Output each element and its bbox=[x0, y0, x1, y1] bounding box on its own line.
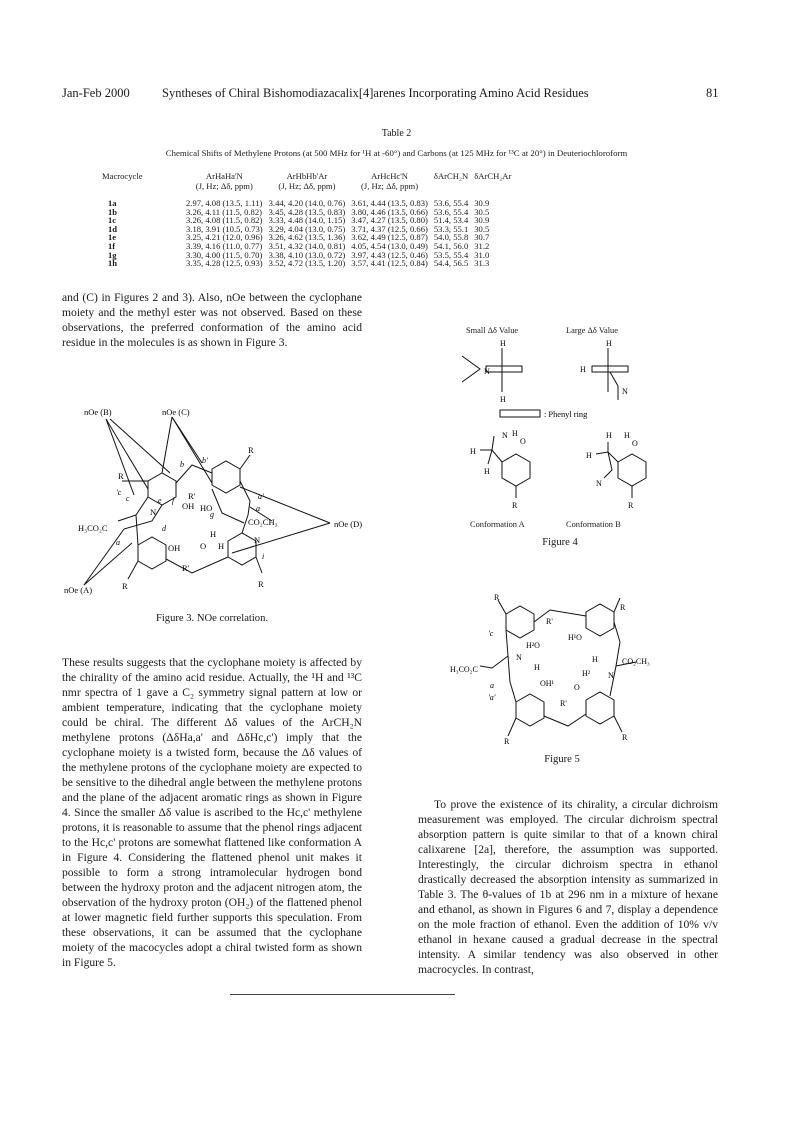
figure3-label: i bbox=[262, 552, 265, 561]
figure5-label: H² bbox=[582, 669, 591, 678]
figure5-label: R bbox=[504, 737, 510, 746]
figure5-label: O bbox=[574, 683, 580, 692]
aromatic-ring bbox=[506, 606, 534, 638]
figure3-label: a bbox=[116, 538, 120, 547]
table-cell: 3.44, 4.20 (14.0, 0.76) bbox=[268, 198, 346, 208]
figure4-label: H bbox=[606, 339, 612, 348]
figure5-label: OH¹ bbox=[540, 679, 554, 688]
figure3-label: CO₂CH₃ bbox=[248, 517, 278, 527]
figure3-label: e bbox=[158, 496, 162, 505]
table-header-subrow bbox=[102, 181, 517, 191]
figure4-label: N bbox=[622, 387, 628, 396]
figure5-label: R' bbox=[546, 617, 553, 626]
figure5-label: a bbox=[490, 681, 494, 690]
figure3-label: N bbox=[254, 535, 261, 545]
figure4-label: R bbox=[512, 501, 518, 510]
table-cell: 3.26, 4.62 (13.5, 1.36) bbox=[268, 232, 346, 243]
table-cell: 30.9 bbox=[474, 215, 490, 226]
small-delta-label: Small Δδ Value bbox=[466, 326, 519, 335]
figure3-label: R' bbox=[182, 563, 190, 573]
table-cell: 3.62, 4.49 (12.5, 0.87) bbox=[351, 232, 428, 243]
table-cell: 30.7 bbox=[474, 232, 490, 243]
table-caption: Chemical Shifts of Methylene Protons (at 500 MHz for ¹H at -60°) and Carbons (at 125 MHz for ¹³C at 20°) in Deuteriochloroform bbox=[165, 148, 628, 158]
figure3-label: c bbox=[126, 494, 130, 503]
table-cell: 31.2 bbox=[474, 240, 490, 251]
figure3-label: d bbox=[162, 524, 166, 533]
figure5-label: 'a' bbox=[488, 693, 496, 702]
right-paragraph-1 bbox=[418, 797, 718, 977]
table-cell: 3.57, 4.41 (12.5, 0.84) bbox=[351, 258, 428, 269]
table-column-subheader bbox=[434, 181, 474, 191]
table-cell: 31.3 bbox=[474, 258, 490, 269]
figure4-label: H bbox=[500, 395, 506, 404]
table-cell: 3.30, 4.00 (11.5, 0.70) bbox=[186, 249, 263, 260]
figure3-label: N bbox=[150, 507, 157, 517]
figure4-label: H bbox=[512, 429, 518, 438]
table-column-subheader: (J, Hz; Δδ, ppm) bbox=[278, 181, 336, 191]
figure5-label: R' bbox=[560, 699, 567, 708]
paragraph-text: These results suggests that the cyclophane moiety is affected by the chirality of the amino acid residue. Actually, the ¹H and ¹³C nmr spectra of 1 gave a C₂ symmetry signal pattern at low or ambient temperature, indicating that the cyclophane moiety could be chiral. The different Δδ values of the ArCH₂N methylene protons (ΔδHa,a' and ΔδHc,c') imply that the cyclophane moiety is a twisted form, because the Δδ values of the methylene protons of the cyclophane moiety are expected to be sensitive to the dihedral angle between the methylene protons and the plane of the adjacent aromatic rings as shown in Figure 4. Since the smaller Δδ value is ascribed to the Hc,c' methylene protons, it is reasonable to assume that the phenol rings adjacent to the Hc,c' protons are somewhat flattened like conformation A in Figure 4. Considering the flattened phenol unit makes it possible to form a strong intramolecular hydrogen bond between the hydroxy proton and the adjacent nitrogen atom, the observation of the hydroxy proton (OH₂) of the flattened phenol at lower magnetic field further supports this speculation. From these observations, it can be assumed that the cyclophane moiety of the macocycles adopt a chiral twisted form as shown in Figure 5. bbox=[62, 656, 362, 969]
table-cell: 51.4, 53.4 bbox=[433, 215, 469, 226]
table-row bbox=[102, 259, 517, 268]
figure4-legend: : Phenyl ring bbox=[544, 410, 588, 419]
figure3-label: R' bbox=[188, 491, 196, 501]
conformation-a-label: Conformation A bbox=[470, 520, 525, 529]
table-cell: 3.80, 4.46 (13.5, 0.66) bbox=[351, 206, 428, 217]
figure5-label: N bbox=[516, 653, 522, 662]
large-delta-label: Large Δδ Value bbox=[566, 326, 618, 335]
figure3-label: R bbox=[122, 581, 128, 591]
table-column-subheader bbox=[102, 181, 186, 191]
aromatic-ring bbox=[586, 692, 614, 724]
table-row-id: 1g bbox=[108, 249, 117, 260]
table-row-id: 1b bbox=[108, 206, 118, 217]
figure3-label: nOe (C) bbox=[162, 407, 190, 417]
figure3-label: nOe (B) bbox=[84, 407, 112, 417]
table-cell: 4.05, 4.54 (13.0, 0.49) bbox=[351, 240, 428, 251]
table-cell: 3.38, 4.10 (13.0, 0.72) bbox=[268, 249, 346, 260]
figure3-label: R bbox=[248, 445, 254, 455]
table-row-id: 1a bbox=[108, 198, 117, 208]
figure3-label: H bbox=[218, 541, 225, 551]
data-table bbox=[102, 171, 517, 268]
figure3-label: b' bbox=[202, 456, 208, 465]
figure5-label: R bbox=[620, 603, 626, 612]
figure4-label: H bbox=[606, 431, 612, 440]
figure5-label: H bbox=[534, 663, 540, 672]
figure3-label: H bbox=[210, 529, 217, 539]
table-row-id: 1h bbox=[108, 258, 118, 269]
figure4-label: H bbox=[580, 365, 586, 374]
table-cell: 3.71, 4.37 (12.5, 0.66) bbox=[351, 223, 428, 234]
table-cell: 30.9 bbox=[474, 198, 490, 208]
paragraph-text: and (C) in Figures 2 and 3). Also, nOe between the cyclophane moiety and the methyl ester was not observed. Based on these observations, the preferred conformation of the amino acid residue in the molecules is as shown in Figure 3. bbox=[62, 291, 362, 349]
table-cell: 53.6, 55.4 bbox=[433, 206, 469, 217]
table-cell: 2.97, 4.08 (13.5, 1.11) bbox=[186, 198, 263, 208]
table-cell: 3.52, 4.72 (13.5, 1.20) bbox=[268, 258, 346, 269]
table-column-subheader: (J, Hz; Δδ, ppm) bbox=[361, 181, 419, 191]
table-cell: 3.35, 4.28 (12.5, 0.93) bbox=[186, 258, 263, 269]
table-cell: 3.45, 4.28 (13.5, 0.83) bbox=[268, 206, 346, 217]
figure3-label: nOe (A) bbox=[64, 585, 93, 595]
table-column-header: ArHcHc'N bbox=[371, 171, 408, 181]
table-cell: 3.51, 4.32 (14.0, 0.81) bbox=[268, 240, 346, 251]
table-cell: 3.18, 3.91 (10.5, 0.73) bbox=[186, 223, 263, 234]
table-cell: 3.47, 4.27 (13.5, 0.80) bbox=[351, 215, 428, 226]
figure-3-structure bbox=[62, 403, 362, 603]
figure3-label: R bbox=[118, 471, 124, 481]
figure-4-caption: Figure 4 bbox=[542, 537, 578, 548]
table-column-header: ArHbHb'Ar bbox=[286, 171, 328, 181]
table-column-header: ArHaHa'N bbox=[205, 171, 243, 181]
figure5-label: 'c bbox=[488, 629, 494, 638]
left-paragraph-2 bbox=[62, 655, 362, 970]
paragraph-text: To prove the existence of its chirality, a circular dichroism measurement was employed. The circular dichroism spectral absorption pattern is quite similar to that of a known chiral calixarene [2a], therefore, the assumption was supported. Interestingly, the circular dichroism spectra in ethanol drastically decreased the absorption intensity as summarized in Table 3. The θ-values of 1b at 296 nm in a mixture of hexane and ethanol, as shown in Figures 6 and 7, display a dependence on the mole fraction of ethanol. Even the addition of 10% v/v ethanol in hexane caused a gradual decrease in the spectral intensity. A similar tendency was also observed in other macrocycles. In contrast, bbox=[418, 798, 718, 976]
aromatic-ring bbox=[138, 537, 166, 569]
figure-4-structures bbox=[440, 338, 680, 518]
figure4-label: N bbox=[484, 367, 490, 376]
conformation-b-label: Conformation B bbox=[566, 520, 621, 529]
figure3-label: b bbox=[180, 460, 184, 469]
figure4-label: H bbox=[484, 467, 490, 476]
figure4-label: N bbox=[502, 431, 508, 440]
figure4-label: R bbox=[628, 501, 634, 510]
page-number: 81 bbox=[706, 86, 719, 100]
table-cell: 54.4, 56.5 bbox=[433, 258, 469, 269]
figure3-label: OH bbox=[168, 543, 181, 553]
table-cell: 30.5 bbox=[474, 223, 490, 234]
footer-rule bbox=[230, 994, 455, 995]
figure4-label: N bbox=[596, 479, 602, 488]
aromatic-ring bbox=[516, 694, 544, 726]
figure3-label: a bbox=[256, 504, 260, 513]
table-row-id: 1c bbox=[108, 215, 117, 226]
aromatic-ring bbox=[586, 604, 614, 636]
figure3-label: nOe (D) bbox=[334, 519, 362, 529]
table-cell: 31.0 bbox=[474, 249, 490, 260]
figure5-label: H¹O bbox=[568, 633, 582, 642]
aromatic-ring bbox=[228, 533, 256, 565]
table-cell: 53.6, 55.4 bbox=[433, 198, 469, 208]
figure5-label: R bbox=[622, 733, 628, 742]
table-row-id: 1e bbox=[108, 232, 117, 243]
table-label: Table 2 bbox=[381, 128, 412, 139]
aromatic-ring bbox=[618, 454, 646, 486]
table-cell: 3.26, 4.11 (11.5, 0.82) bbox=[186, 206, 262, 217]
figure4-label: H bbox=[586, 451, 592, 460]
figure3-label: HO bbox=[200, 503, 213, 513]
table-column-header: δArCH₂N bbox=[433, 171, 469, 181]
table-cell: 3.33, 4.48 (14.0, 1.15) bbox=[268, 215, 346, 226]
figure5-label: H₃CO₂C bbox=[450, 665, 478, 674]
figure5-label: N bbox=[608, 671, 614, 680]
figure3-label: f bbox=[172, 496, 175, 505]
figure5-label: H bbox=[592, 655, 598, 664]
table-cell: 3.26, 4.08 (11.5, 0.82) bbox=[186, 215, 263, 226]
table-header-row bbox=[102, 171, 517, 181]
figure4-label: H bbox=[470, 447, 476, 456]
figure5-label: CO₂CH₃ bbox=[622, 657, 650, 666]
table-cell: 3.29, 4.04 (13.0, 0.75) bbox=[268, 223, 346, 234]
figure3-label: O bbox=[200, 541, 207, 551]
figure3-label: 'c bbox=[116, 488, 122, 497]
table-column-subheader: (J, Hz; Δδ, ppm) bbox=[195, 181, 253, 191]
table-cell: 30.5 bbox=[474, 206, 490, 217]
figure4-label: H bbox=[500, 339, 506, 348]
left-paragraph-1 bbox=[62, 290, 362, 350]
table-cell: 54.1, 56.0 bbox=[433, 240, 469, 251]
figure3-label: OH bbox=[182, 501, 195, 511]
running-header-title: Syntheses of Chiral Bishomodiazacalix[4]arenes Incorporating Amino Acid Residues bbox=[162, 86, 589, 100]
table-cell: 54.0, 55.8 bbox=[433, 232, 469, 243]
table-row-id: 1f bbox=[108, 240, 116, 251]
table-column-header: δArCH₂Ar bbox=[474, 171, 512, 181]
figure-5-structure bbox=[450, 592, 680, 752]
table-row-id: 1d bbox=[108, 223, 118, 234]
figure5-label: H²O bbox=[526, 641, 540, 650]
aromatic-ring bbox=[502, 454, 530, 486]
figure-5-caption: Figure 5 bbox=[544, 754, 580, 765]
figure3-label: H₃CO₂C bbox=[78, 523, 108, 533]
figure3-label: R bbox=[258, 579, 264, 589]
table-cell: 3.97, 4.43 (12.5, 0.46) bbox=[351, 249, 428, 260]
figure3-label: a' bbox=[258, 492, 264, 501]
figure3-label: g bbox=[210, 510, 214, 519]
figure4-label: H bbox=[624, 431, 630, 440]
table-cell: 53.5, 55.4 bbox=[433, 249, 469, 260]
table-cell: 3.61, 4.44 (13.5, 0.83) bbox=[351, 198, 428, 208]
table-cell: 3.25, 4.21 (12.0, 0.96) bbox=[186, 232, 263, 243]
figure5-label: R bbox=[494, 593, 500, 602]
figure4-label: O bbox=[632, 439, 638, 448]
table-column-header: Macrocycle bbox=[102, 171, 143, 181]
table-cell: 53.3, 55.1 bbox=[433, 223, 469, 234]
figure-3-caption: Figure 3. NOe correlation. bbox=[155, 613, 269, 624]
table-column-subheader bbox=[474, 181, 517, 191]
aromatic-ring bbox=[212, 461, 240, 493]
table-cell: 3.39, 4.16 (11.0, 0.77) bbox=[186, 240, 263, 251]
figure4-label: O bbox=[520, 437, 526, 446]
running-header-date: Jan-Feb 2000 bbox=[62, 86, 130, 100]
